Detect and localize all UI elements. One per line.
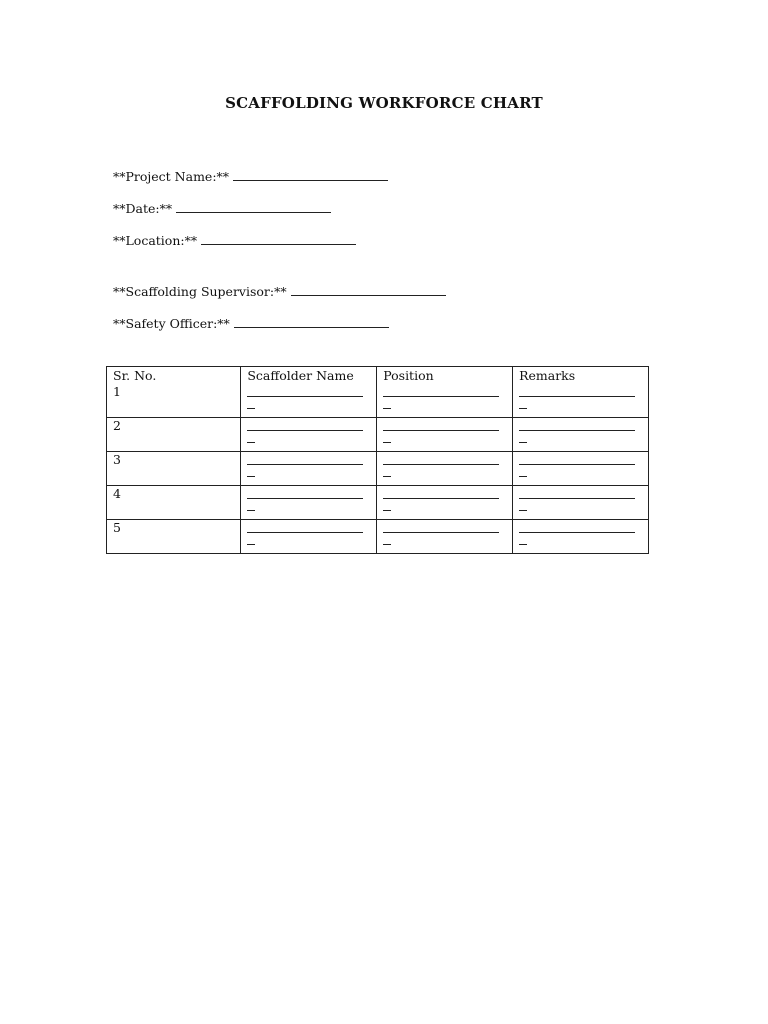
blank-line-tail xyxy=(519,465,527,477)
blank-line xyxy=(519,418,635,431)
scaffolder-name-cell[interactable] xyxy=(241,384,377,418)
blank-line xyxy=(247,384,363,397)
blank-line-tail xyxy=(383,533,391,545)
position-cell[interactable] xyxy=(377,452,513,486)
blank-line xyxy=(383,486,499,499)
supervisor-label: **Scaffolding Supervisor:** xyxy=(113,284,287,299)
location-label: **Location:** xyxy=(113,233,198,248)
project-name-label: **Project Name:** xyxy=(113,169,230,184)
sr-no-cell xyxy=(107,418,241,452)
sr-no-cell xyxy=(107,520,241,554)
blank-line xyxy=(383,418,499,431)
table-header-row xyxy=(107,367,649,385)
date-label: **Date:** xyxy=(113,201,173,216)
blank-line-tail xyxy=(383,397,391,409)
date-field xyxy=(113,201,331,216)
blank-line-tail xyxy=(383,431,391,443)
scaffolder-name-cell[interactable] xyxy=(241,486,377,520)
blank-line xyxy=(519,486,635,499)
blank-line-tail xyxy=(247,499,255,511)
project-name-field xyxy=(113,169,388,184)
supervisor-field xyxy=(113,284,446,299)
blank-line xyxy=(383,384,499,397)
location-field xyxy=(113,233,356,248)
scaffolder-name-cell[interactable] xyxy=(241,418,377,452)
blank-line xyxy=(519,520,635,533)
header-position: Position xyxy=(377,367,513,385)
remarks-cell[interactable] xyxy=(513,418,649,452)
blank-line-tail xyxy=(519,431,527,443)
remarks-cell[interactable] xyxy=(513,520,649,554)
table-row xyxy=(107,520,649,554)
blank-line xyxy=(383,452,499,465)
sr-no-cell xyxy=(107,452,241,486)
sr-no-value: 2 xyxy=(113,418,121,433)
blank-line-tail xyxy=(519,499,527,511)
blank-line xyxy=(247,452,363,465)
blank-line xyxy=(247,486,363,499)
sr-no-value: 1 xyxy=(113,384,121,399)
position-cell[interactable] xyxy=(377,520,513,554)
header-scaffolder-name: Scaffolder Name xyxy=(241,367,377,385)
safety-officer-blank[interactable] xyxy=(234,317,389,328)
blank-line xyxy=(247,520,363,533)
page-title: SCAFFOLDING WORKFORCE CHART xyxy=(225,94,543,112)
sr-no-value: 4 xyxy=(113,486,121,501)
sr-no-value: 5 xyxy=(113,520,121,535)
blank-line xyxy=(519,452,635,465)
blank-line-tail xyxy=(519,533,527,545)
blank-line-tail xyxy=(247,533,255,545)
remarks-cell[interactable] xyxy=(513,452,649,486)
table-row xyxy=(107,486,649,520)
header-sr-no: Sr. No. xyxy=(107,367,241,385)
header-remarks: Remarks xyxy=(513,367,649,385)
blank-line-tail xyxy=(247,431,255,443)
blank-line xyxy=(519,384,635,397)
blank-line xyxy=(247,418,363,431)
sr-no-value: 3 xyxy=(113,452,121,467)
project-name-blank[interactable] xyxy=(233,170,388,181)
sr-no-cell xyxy=(107,384,241,418)
supervisor-blank[interactable] xyxy=(291,285,446,296)
blank-line-tail xyxy=(383,499,391,511)
scaffolder-name-cell[interactable] xyxy=(241,452,377,486)
position-cell[interactable] xyxy=(377,384,513,418)
sr-no-cell xyxy=(107,486,241,520)
blank-line-tail xyxy=(247,397,255,409)
blank-line-tail xyxy=(247,465,255,477)
blank-line-tail xyxy=(519,397,527,409)
safety-officer-label: **Safety Officer:** xyxy=(113,316,230,331)
table-row xyxy=(107,384,649,418)
position-cell[interactable] xyxy=(377,486,513,520)
scaffolder-name-cell[interactable] xyxy=(241,520,377,554)
safety-officer-field xyxy=(113,316,389,331)
blank-line-tail xyxy=(383,465,391,477)
table-row xyxy=(107,452,649,486)
date-blank[interactable] xyxy=(176,202,331,213)
position-cell[interactable] xyxy=(377,418,513,452)
blank-line xyxy=(383,520,499,533)
remarks-cell[interactable] xyxy=(513,384,649,418)
workforce-table xyxy=(106,366,649,554)
location-blank[interactable] xyxy=(201,234,356,245)
remarks-cell[interactable] xyxy=(513,486,649,520)
table-row xyxy=(107,418,649,452)
